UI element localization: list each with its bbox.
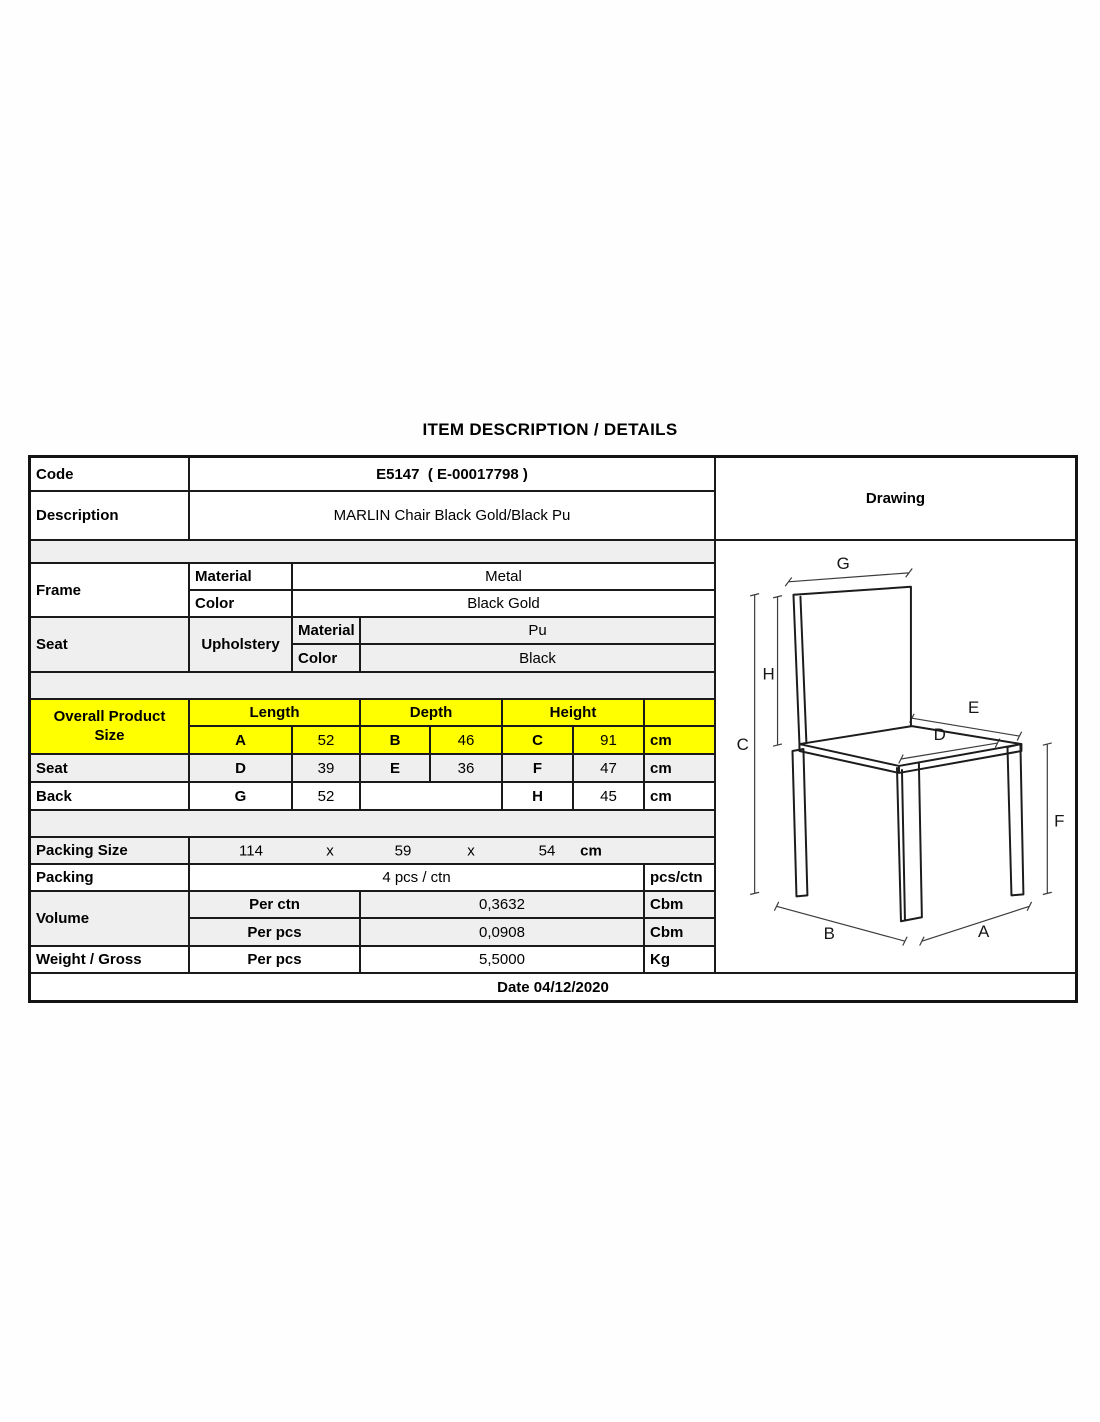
back-height-value: 45	[574, 783, 645, 811]
packing-size-part-5: cm	[580, 842, 602, 859]
seat-length-key: D	[190, 755, 293, 783]
seat-length-value: 39	[293, 755, 361, 783]
per-pcs-unit: Cbm	[645, 919, 716, 947]
packing-size-part-4: 54	[538, 842, 556, 859]
per-pcs-label: Per pcs	[190, 919, 361, 947]
chair-drawing	[716, 541, 1075, 972]
depth-header: Depth	[361, 700, 503, 727]
dim-line-e	[910, 714, 1021, 740]
per-ctn-unit: Cbm	[645, 892, 716, 919]
frame-material-label: Material	[190, 564, 293, 591]
chair-leg-left	[792, 749, 807, 896]
per-ctn-value: 0,3632	[361, 892, 645, 919]
seat-color-value: Black	[361, 645, 716, 673]
seat-depth-key: E	[361, 755, 431, 783]
frame-label: Frame	[31, 564, 190, 618]
spacer-row-2	[31, 673, 716, 700]
back-length-value: 52	[293, 783, 361, 811]
back-size-label: Back	[31, 783, 190, 811]
spacer-row-3	[31, 811, 716, 838]
dim-line-c	[751, 594, 759, 895]
seat-size-label: Seat	[31, 755, 190, 783]
weight-value: 5,5000	[361, 947, 645, 974]
packing-size-value	[190, 838, 716, 865]
unit-header-empty	[645, 700, 716, 727]
code-value: E5147 ( E-00017798 )	[190, 458, 716, 492]
chair-leg-front	[897, 763, 922, 921]
back-depth-empty	[361, 783, 503, 811]
date-row: Date 04/12/2020	[31, 974, 1075, 1000]
packing-label: Packing	[31, 865, 190, 892]
frame-material-value: Metal	[293, 564, 716, 591]
dim-label-a: A	[977, 922, 990, 942]
seat-label: Seat	[31, 618, 190, 673]
spacer-row-1	[31, 541, 716, 564]
seat-material-label: Material	[293, 618, 361, 645]
dim-line-h	[774, 596, 782, 746]
dim-label-e: E	[967, 698, 980, 718]
packing-size-part-1: x	[326, 842, 334, 859]
overall-height-value: 91	[574, 727, 645, 755]
per-ctn-label: Per ctn	[190, 892, 361, 919]
overall-height-key: C	[503, 727, 574, 755]
weight-label: Weight / Gross	[31, 947, 190, 974]
dim-label-c: C	[736, 735, 749, 755]
back-unit: cm	[645, 783, 716, 811]
seat-color-label: Color	[293, 645, 361, 673]
overall-size-label: Overall Product Size	[31, 700, 190, 755]
back-length-key: G	[190, 783, 293, 811]
dim-label-g: G	[836, 553, 850, 573]
chair-leg-right	[1007, 744, 1023, 895]
length-header: Length	[190, 700, 361, 727]
overall-length-key: A	[190, 727, 293, 755]
overall-length-value: 52	[293, 727, 361, 755]
seat-depth-value: 36	[431, 755, 503, 783]
page-title: ITEM DESCRIPTION / DETAILS	[422, 420, 678, 439]
height-header: Height	[503, 700, 645, 727]
spec-table	[28, 455, 1078, 1003]
drawing-area	[716, 541, 1075, 974]
overall-depth-value: 46	[431, 727, 503, 755]
seat-unit: cm	[645, 755, 716, 783]
frame-color-value: Black Gold	[293, 591, 716, 618]
volume-label: Volume	[31, 892, 190, 947]
packing-unit: pcs/ctn	[645, 865, 716, 892]
dim-label-h: H	[762, 664, 775, 684]
dim-label-f: F	[1054, 811, 1065, 831]
dim-line-a	[920, 902, 1031, 945]
packing-size-label: Packing Size	[31, 838, 190, 865]
seat-material-value: Pu	[361, 618, 716, 645]
overall-depth-key: B	[361, 727, 431, 755]
description-value: MARLIN Chair Black Gold/Black Pu	[190, 492, 716, 541]
dim-line-f	[1043, 743, 1051, 894]
dim-label-b: B	[823, 924, 835, 944]
packing-size-part-2: 59	[394, 842, 412, 859]
packing-size-part-3: x	[467, 842, 475, 859]
chair-seat	[799, 726, 1021, 773]
dim-line-b	[775, 902, 907, 945]
seat-height-key: F	[503, 755, 574, 783]
packing-size-part-0: 114	[239, 842, 263, 859]
overall-unit: cm	[645, 727, 716, 755]
chair-back	[793, 587, 910, 744]
per-pcs-value: 0,0908	[361, 919, 645, 947]
packing-value: 4 pcs / ctn	[190, 865, 645, 892]
seat-height-value: 47	[574, 755, 645, 783]
drawing-header: Drawing	[716, 458, 1075, 541]
dim-label-d: D	[933, 725, 946, 745]
weight-per-label: Per pcs	[190, 947, 361, 974]
upholstery-label: Upholstery	[190, 618, 293, 673]
back-height-key: H	[503, 783, 574, 811]
code-label: Code	[31, 458, 190, 492]
weight-unit: Kg	[645, 947, 716, 974]
frame-color-label: Color	[190, 591, 293, 618]
description-label: Description	[31, 492, 190, 541]
